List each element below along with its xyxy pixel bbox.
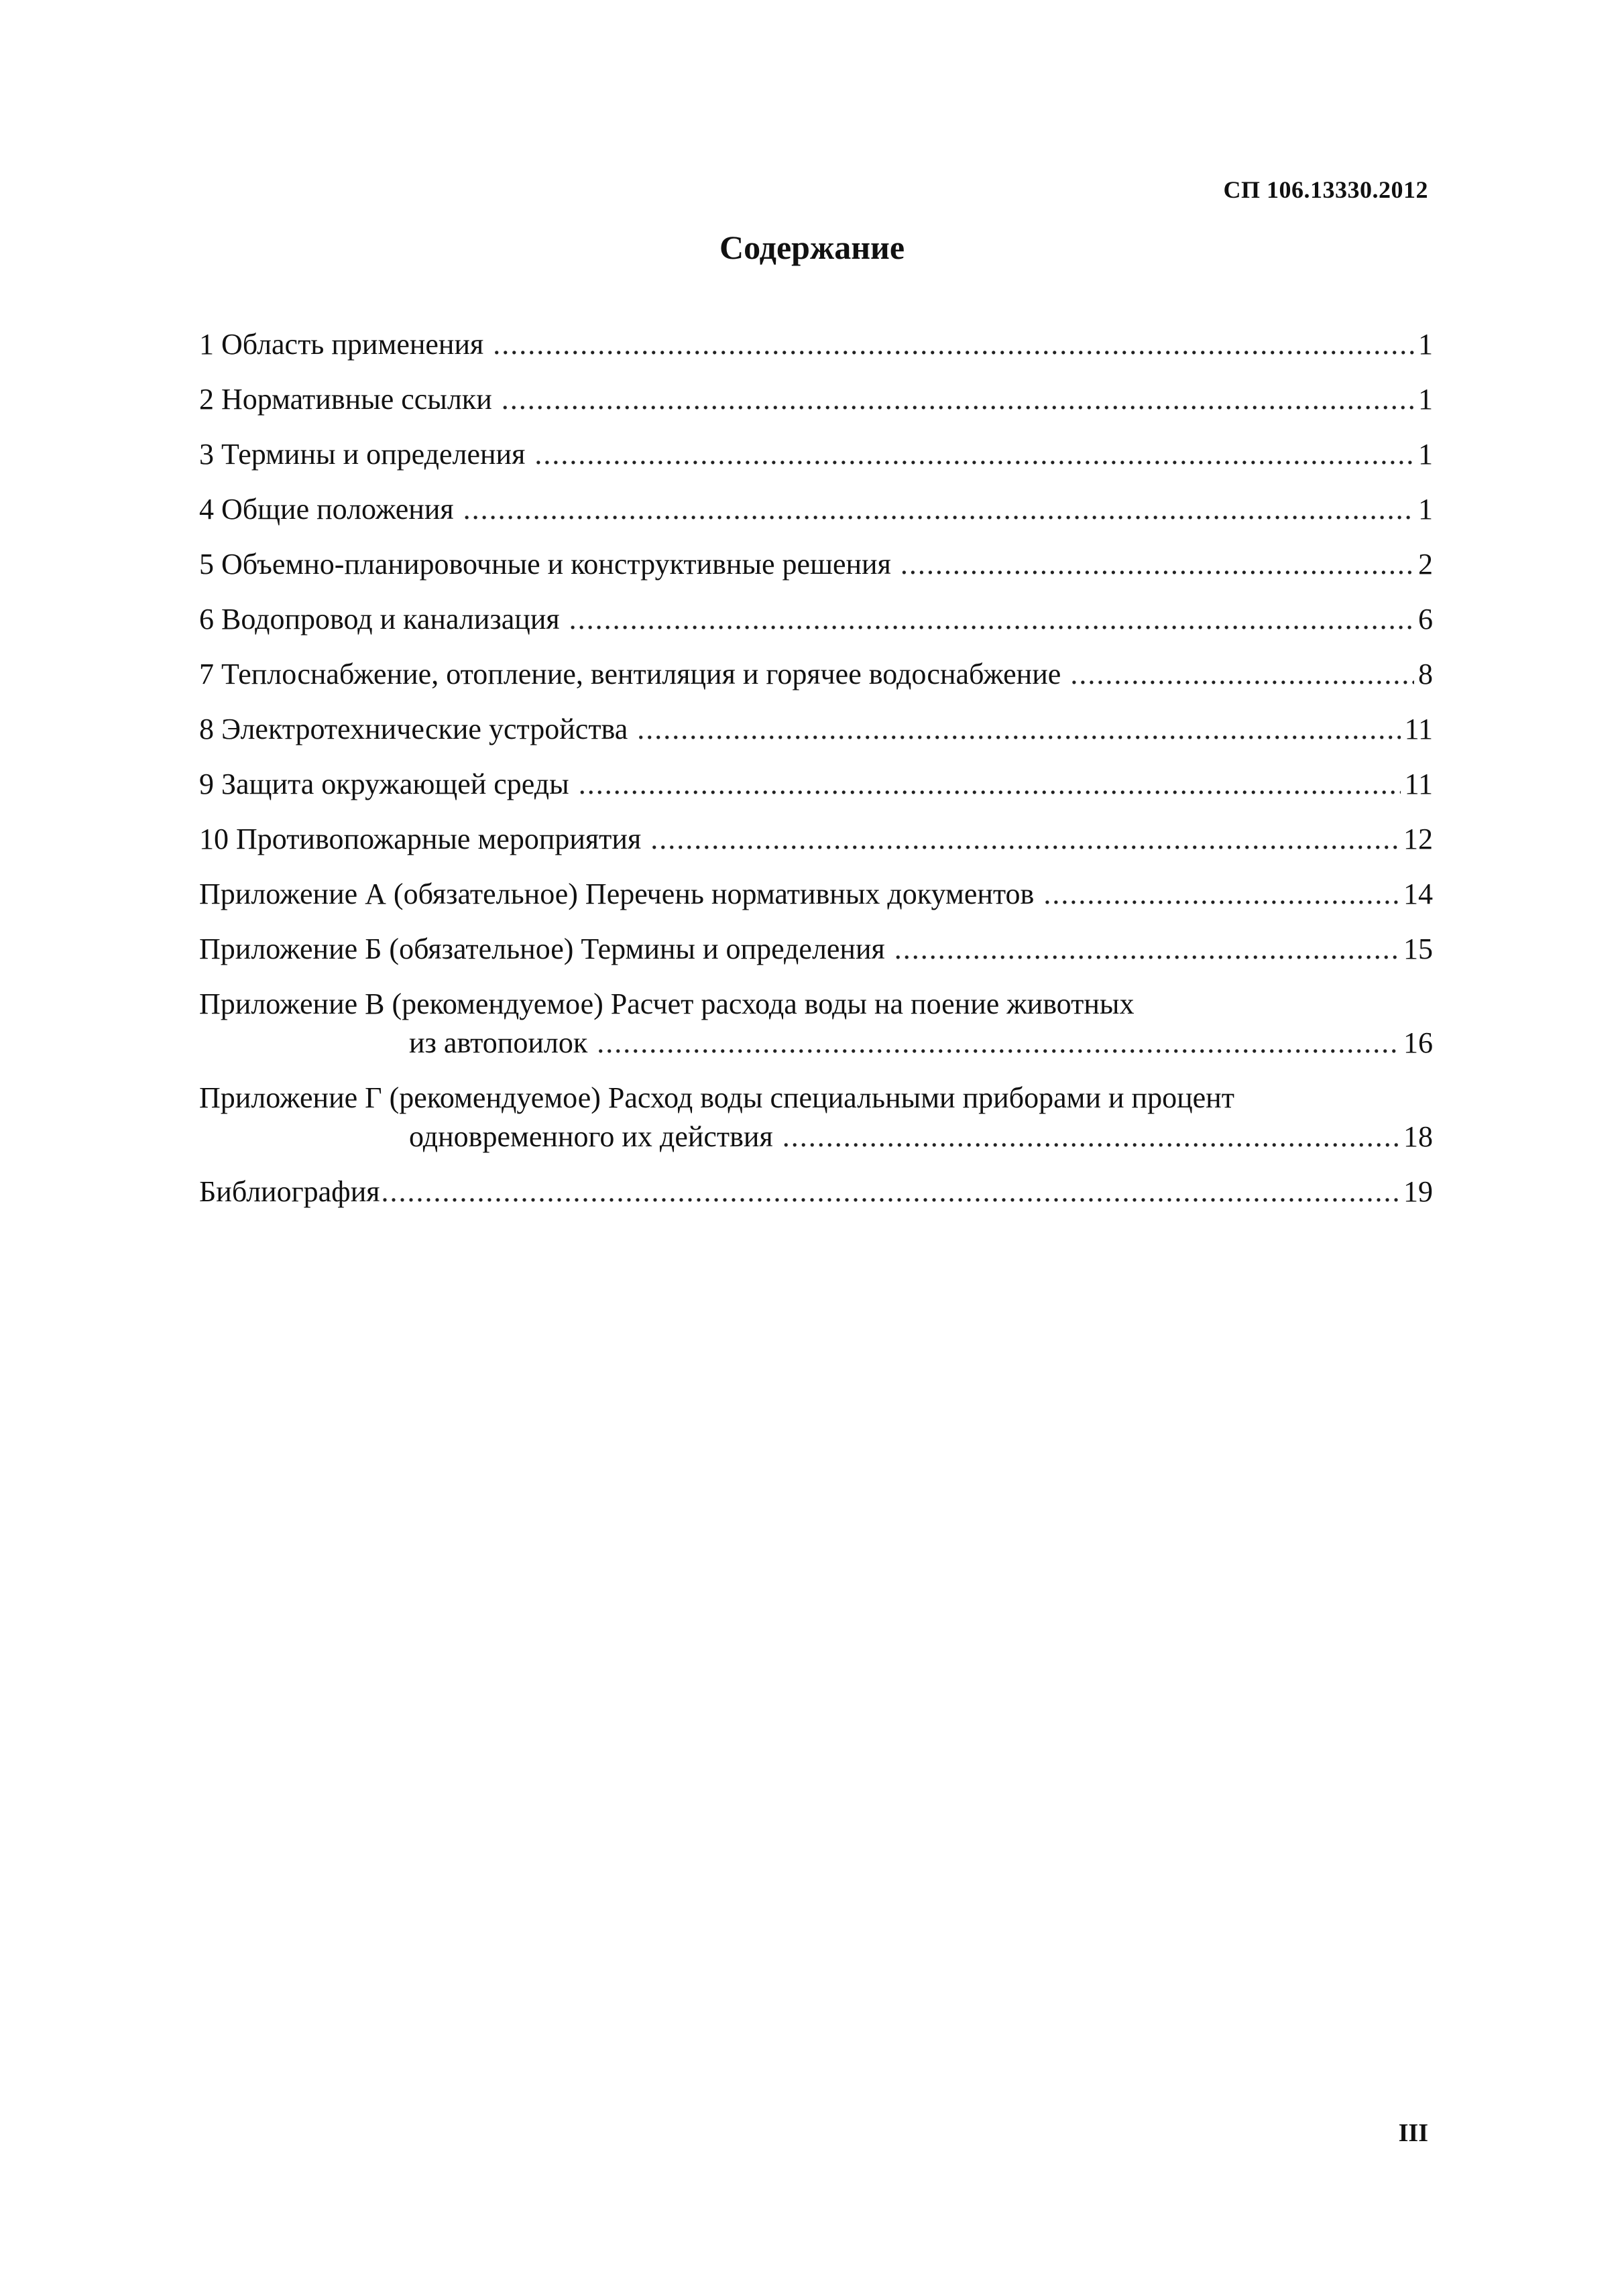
toc-leader-dots	[1070, 656, 1414, 692]
toc-entry-page: 11	[1404, 713, 1433, 745]
toc-leader-dots	[894, 931, 1399, 967]
toc-entry-page: 15	[1403, 932, 1433, 965]
toc-leader-dots	[901, 546, 1414, 583]
toc-entry-label: 2 Нормативные ссылки	[199, 383, 492, 416]
toc-entry[interactable]	[199, 546, 1433, 583]
toc-entry-label: 9 Защита окружающей среды	[199, 768, 569, 800]
toc-entry-page: 1	[1418, 383, 1433, 416]
toc-entry[interactable]	[199, 656, 1433, 692]
toc-entry[interactable]	[199, 601, 1433, 638]
toc-entry-page: 18	[1403, 1120, 1433, 1153]
toc-entry-label: 5 Объемно-планировочные и конструктивные решения	[199, 548, 891, 581]
toc-entry-label: Библиография	[199, 1175, 380, 1208]
toc-leader-dots	[1043, 876, 1399, 912]
toc-entry-label: 10 Противопожарные мероприятия	[199, 823, 642, 855]
toc-entry[interactable]	[199, 1080, 1433, 1155]
toc-entry-continuation	[199, 1025, 1433, 1061]
toc-leader-dots	[579, 766, 1401, 802]
toc-entry-page: 16	[1403, 1026, 1433, 1059]
toc-entry[interactable]	[199, 1174, 1433, 1210]
toc-entry-continuation	[199, 1119, 1433, 1155]
document-code: СП 106.13330.2012	[1223, 176, 1428, 203]
toc-leader-dots	[782, 1119, 1399, 1155]
toc-entry-page: 1	[1418, 328, 1433, 361]
toc-entry-label: 3 Термины и определения	[199, 438, 526, 471]
toc-entry-page: 6	[1418, 603, 1433, 636]
toc-leader-dots	[637, 711, 1400, 747]
toc-entry[interactable]	[199, 766, 1433, 802]
toc-entry-label: 6 Водопровод и канализация	[199, 603, 560, 636]
toc-entry[interactable]	[199, 436, 1433, 473]
toc-entry-page: 11	[1404, 768, 1433, 800]
toc-entry-label-continued: из автопоилок	[409, 1026, 588, 1059]
toc-leader-dots	[502, 381, 1414, 418]
toc-title: Содержание	[719, 229, 905, 266]
toc-entry-page: 8	[1418, 658, 1433, 690]
toc-entry-label: 1 Область применения	[199, 328, 484, 361]
toc-leader-dots	[597, 1025, 1399, 1061]
toc-entry-page: 14	[1403, 878, 1433, 910]
toc-entry-page: 1	[1418, 438, 1433, 471]
toc-entry-label: 7 Теплоснабжение, отопление, вентиляция и горячее водоснабжение	[199, 658, 1061, 690]
toc-entry-page: 1	[1418, 493, 1433, 526]
toc-entry[interactable]	[199, 326, 1433, 363]
toc-entry-label: Приложение А (обязательное) Перечень нормативных документов	[199, 878, 1035, 910]
toc-entry[interactable]	[199, 931, 1433, 967]
toc-leader-dots	[493, 326, 1414, 363]
toc-entry-label: Приложение Б (обязательное) Термины и определения	[199, 932, 885, 965]
toc-entry[interactable]	[199, 381, 1433, 418]
toc-entry-page: 2	[1418, 548, 1433, 581]
table-of-contents	[199, 326, 1433, 1210]
toc-entry[interactable]	[199, 491, 1433, 528]
toc-entry[interactable]	[199, 876, 1433, 912]
toc-entry-page: 19	[1403, 1175, 1433, 1208]
toc-leader-dots	[534, 436, 1414, 473]
page-number: III	[1398, 2119, 1428, 2147]
toc-entry-label: Приложение Г (рекомендуемое) Расход воды специальными приборами и процент	[199, 1081, 1234, 1114]
toc-entry-label: Приложение В (рекомендуемое) Расчет расхода воды на поение животных	[199, 987, 1135, 1020]
toc-entry-label-continued: одновременного их действия	[409, 1120, 773, 1153]
toc-entry[interactable]	[199, 711, 1433, 747]
toc-entry[interactable]	[199, 986, 1433, 1061]
toc-entry[interactable]	[199, 821, 1433, 857]
toc-entry-label: 8 Электротехнические устройства	[199, 713, 628, 745]
toc-leader-dots	[463, 491, 1414, 528]
toc-leader-dots	[381, 1174, 1399, 1210]
toc-leader-dots	[569, 601, 1414, 638]
toc-entry-label: 4 Общие положения	[199, 493, 454, 526]
toc-leader-dots	[650, 821, 1399, 857]
toc-entry-page: 12	[1403, 823, 1433, 855]
